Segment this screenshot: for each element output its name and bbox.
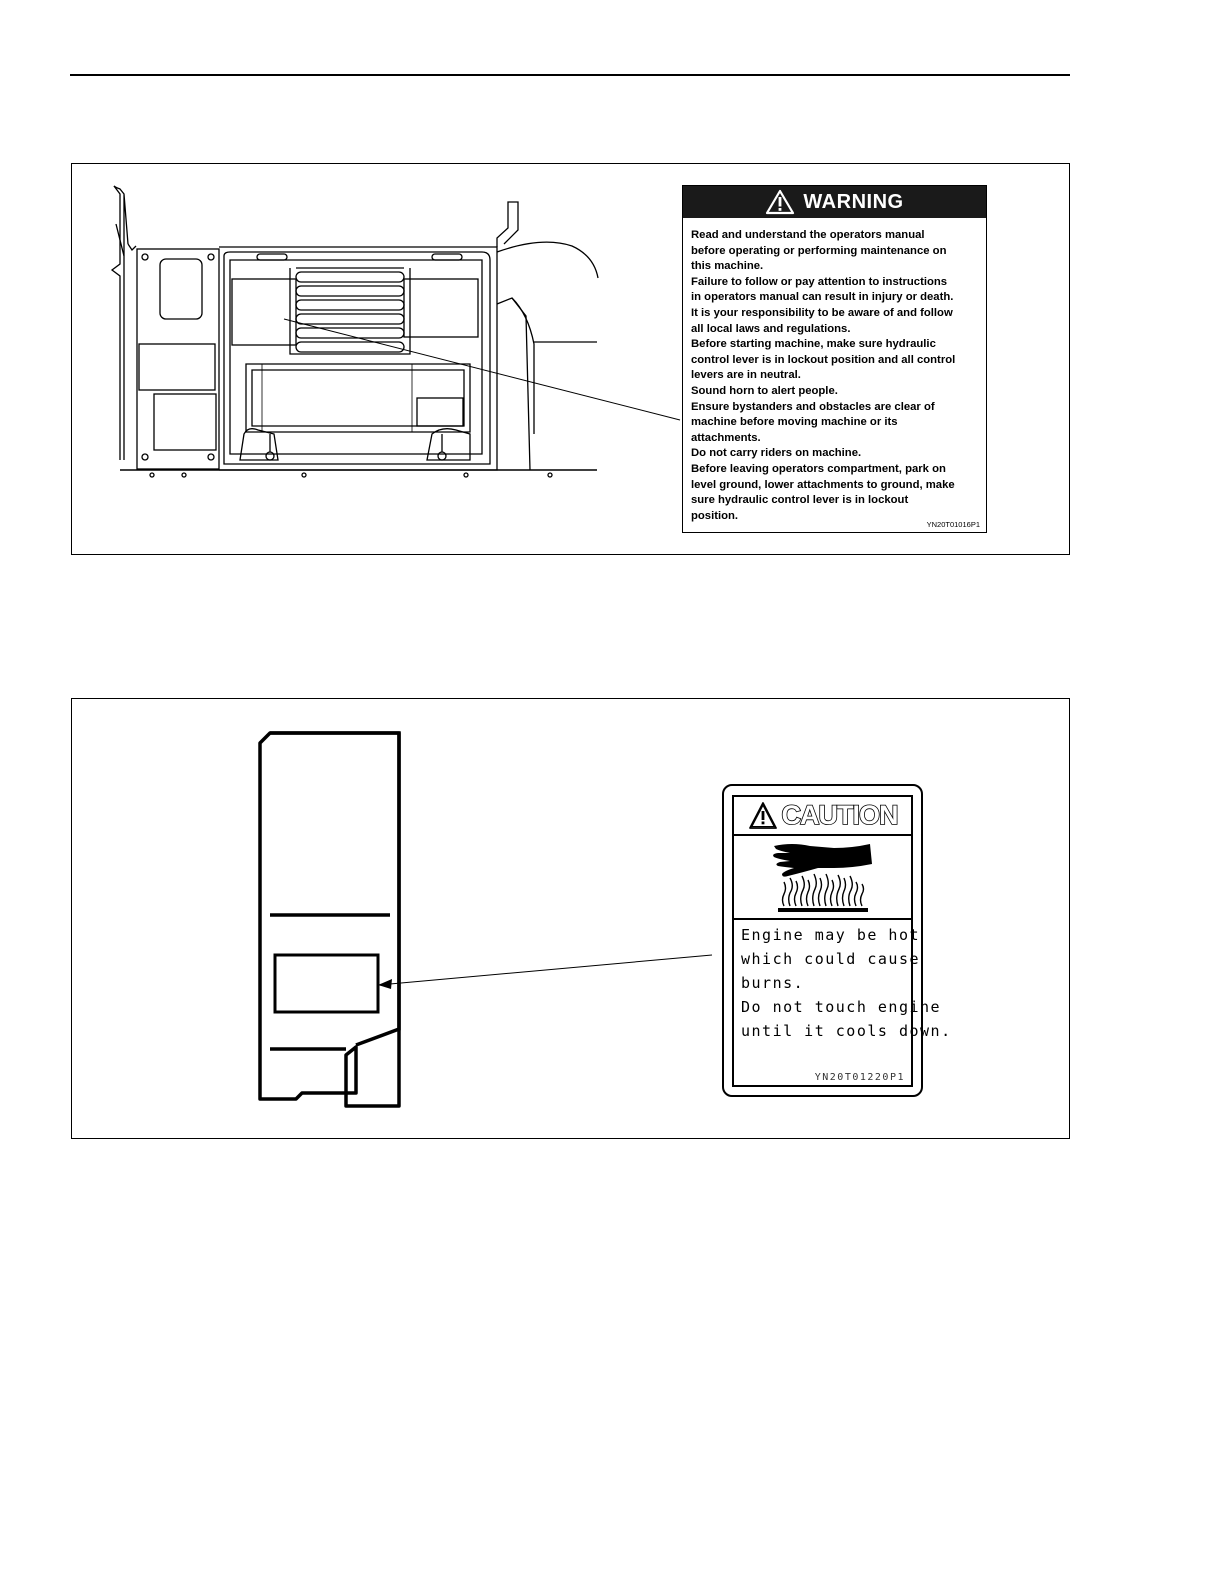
caution-text (734, 920, 952, 1043)
caution-line: Do not touch engine (741, 998, 942, 1016)
caution-line: Engine may be hot (741, 926, 921, 944)
caution-part-code: YN20T01220P1 (814, 1072, 905, 1083)
warning-line: It is your responsibility to be aware of and follow (691, 306, 953, 319)
warning-line: level ground, lower attachments to ground, make (691, 478, 955, 491)
hot-surface-pictogram (734, 836, 911, 920)
caution-line: which could cause (741, 950, 921, 968)
warning-line: Sound horn to alert people. (691, 384, 838, 397)
decal-position-caution (275, 955, 378, 1012)
warning-decal-header (683, 186, 986, 218)
caution-line: burns. (741, 974, 805, 992)
warning-line: Ensure bystanders and obstacles are clear of (691, 400, 935, 413)
decal-position-warning (232, 279, 296, 345)
warning-part-code: YN20T01016P1 (926, 520, 980, 529)
decal-position-left-lower (154, 394, 216, 450)
warning-line: Read and understand the operators manual (691, 229, 925, 241)
warning-line: Before leaving operators compartment, park on (691, 462, 946, 475)
arrow-head-icon (378, 979, 392, 989)
hand-over-heat-icon (734, 836, 915, 918)
warning-line: attachments. (691, 431, 761, 444)
caution-title: CAUTION (781, 800, 898, 830)
figure-caution-decal-location (71, 698, 1070, 1139)
warning-line: control lever is in lockout position and all control (691, 353, 956, 366)
caution-decal-header (734, 797, 911, 836)
decal-position-left-upper (139, 344, 215, 390)
warning-line: in operators manual can result in injury or death. (691, 291, 954, 304)
warning-text (683, 218, 986, 524)
caution-decal (722, 784, 952, 1097)
warning-line: before operating or performing maintenance on (691, 244, 947, 257)
warning-line: all local laws and regulations. (691, 322, 851, 335)
warning-line: Failure to follow or pay attention to instructions (691, 275, 948, 288)
warning-line: levers are in neutral. (691, 369, 801, 382)
warning-triangle-icon (765, 189, 795, 215)
warning-line: this machine. (691, 260, 764, 273)
warning-line: machine before moving machine or its (691, 416, 898, 429)
warning-line: sure hydraulic control lever is in lockout (691, 494, 909, 507)
decal-position-right (404, 279, 478, 337)
warning-line: Before starting machine, make sure hydraulic (691, 338, 936, 351)
warning-title: WARNING (803, 190, 904, 213)
decal-position-lower-right (417, 398, 463, 426)
caution-triangle-icon (748, 801, 778, 831)
figure-warning-decal-location (71, 163, 1070, 555)
warning-line: Do not carry riders on machine. (691, 447, 862, 460)
top-rule (70, 74, 1070, 76)
warning-decal (682, 185, 987, 533)
warning-line: position. (691, 509, 739, 522)
caution-line: until it cools down. (741, 1022, 952, 1040)
